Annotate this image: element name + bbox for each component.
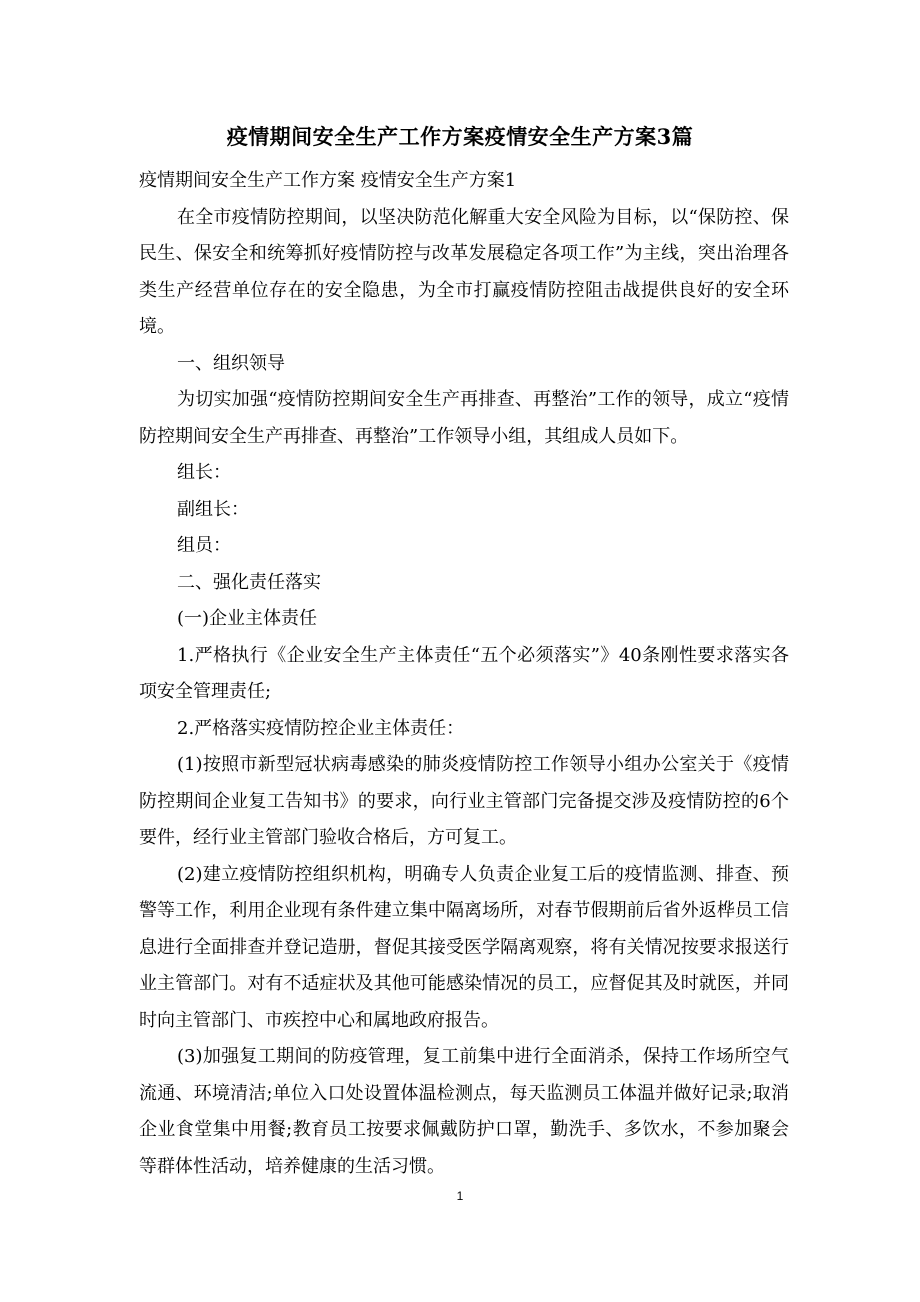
document-body: [139, 163, 789, 1185]
group-leader-label: 组长：: [177, 462, 231, 483]
page-number: 1: [456, 1189, 464, 1203]
group-members-label: 组员：: [177, 535, 231, 556]
document-subtitle: 疫情期间安全生产工作方案 疫情安全生产方案1: [139, 170, 517, 191]
section-heading-organization: 一、组织领导: [177, 352, 285, 374]
section-heading-responsibility: 二、强化责任落实: [177, 571, 321, 593]
sub-item-2: (2)建立疫情防控组织机构，明确专人负责企业复工后的疫情监测、排查、预警等工作，利用企业现有条件建立集中隔离场所，对春节假期前后省外返桦员工信息进行全面排查并登记造册，督促其接受医学隔离观察，将有关情况按要求报送行业主管部门。对有不适症状及其他可能感染情况的员工，应督促其及时就医，并同时向主管部门、市疾控中心和属地政府报告。: [139, 863, 789, 1031]
document-title: 疫情期间安全生产工作方案疫情安全生产方案3篇: [226, 124, 694, 149]
subsection-heading-enterprise: (一)企业主体责任: [177, 608, 318, 629]
paragraph-intro: 在全市疫情防控期间，以坚决防范化解重大安全风险为目标，以“保防控、保民生、保安全和统筹抓好疫情防控与改革发展稳定各项工作”为主线，突出治理各类生产经营单位存在的安全隐患，为全市打赢疫情防控阻击战提供良好的安全环境。: [139, 206, 789, 337]
deputy-leader-label: 副组长：: [177, 498, 249, 520]
list-item-2: 2.严格落实疫情防控企业主体责任：: [177, 717, 465, 739]
sub-item-1: (1)按照市新型冠状病毒感染的肺炎疫情防控工作领导小组办公室关于《疫情防控期间企业复工告知书》的要求，向行业主管部门完备提交涉及疫情防控的6个要件，经行业主管部门验收合格后，方可复工。: [139, 754, 789, 848]
sub-item-3: (3)加强复工期间的防疫管理，复工前集中进行全面消杀，保持工作场所空气流通、环境清洁;单位入口处设置体温检测点，每天监测员工体温并做好记录;取消企业食堂集中用餐;教育员工按要求佩戴防护口罩，勤洗手、多饮水，不参加聚会等群体性活动，培养健康的生活习惯。: [139, 1046, 789, 1177]
list-item-1: 1.严格执行《企业安全生产主体责任“五个必须落实”》40条刚性要求落实各项安全管理责任;: [139, 644, 789, 702]
paragraph-leadership-group: 为切实加强“疫情防控期间安全生产再排查、再整治”工作的领导，成立“疫情防控期间安全生产再排查、再整治”工作领导小组，其组成人员如下。: [139, 389, 789, 447]
